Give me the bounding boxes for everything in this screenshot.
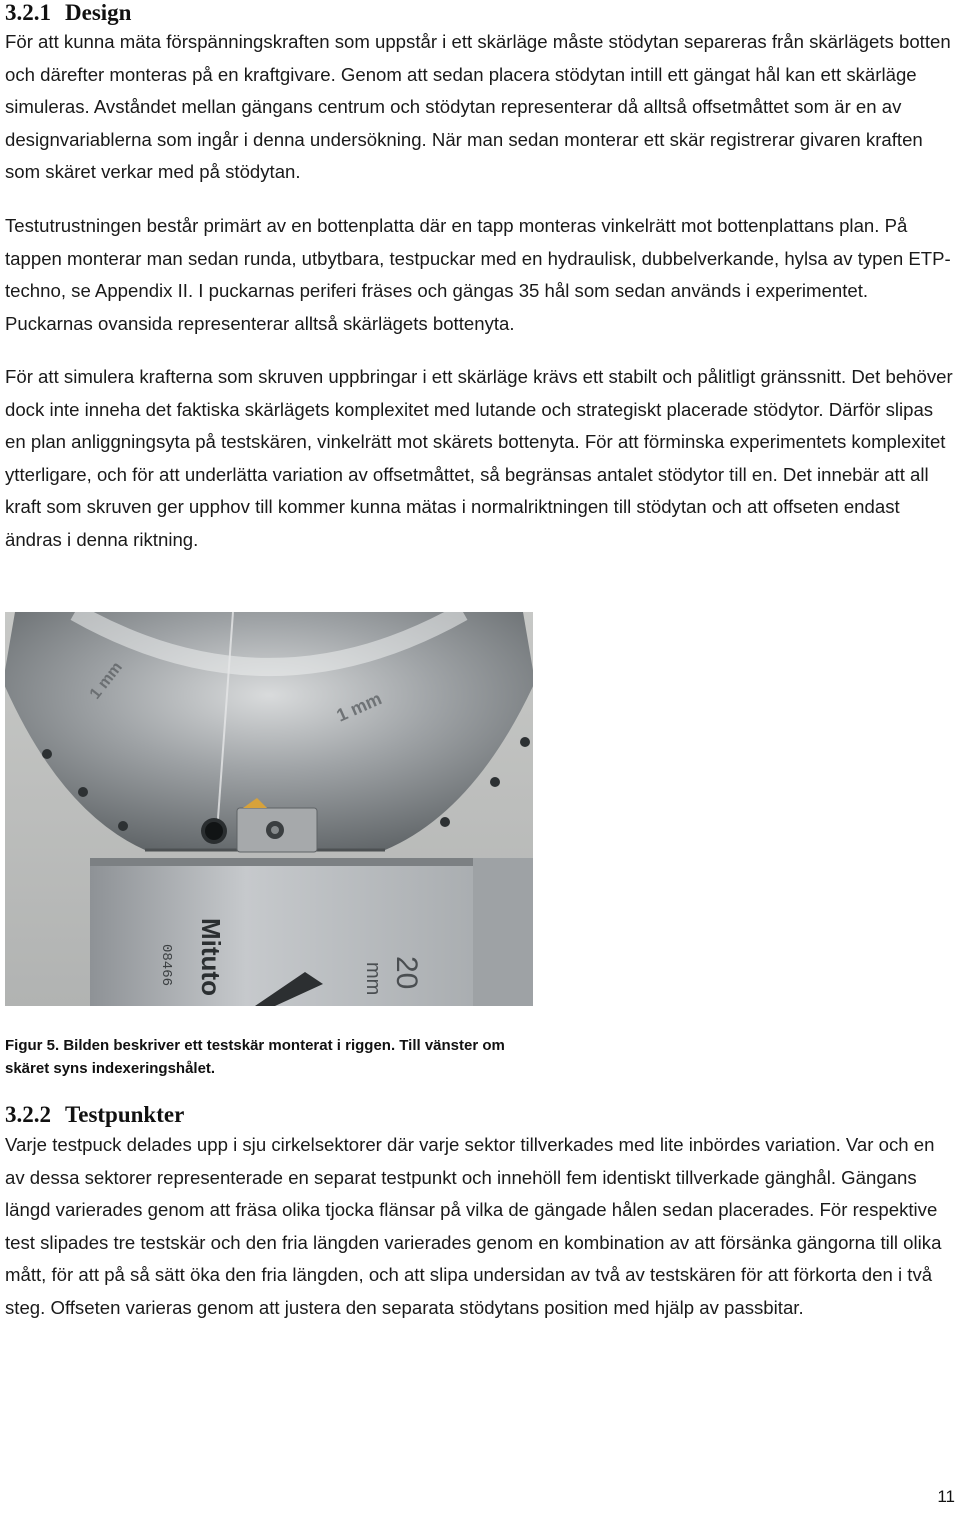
figure-caption: Figur 5. Bilden beskriver ett testskär monterat i riggen. Till vänster om skäret syns indexeringshålet.	[5, 1037, 505, 1077]
paragraph: Varje testpuck delades upp i sju cirkelsektorer där varje sektor tillverkades med lite inbördes variation. Var och en av dessa sektorer representerade en separat testpunkt och innehöll fem identiskt tillverkade gänghål. Gängans längd varierades genom att fräsa olika tjocka flänsar på vilka de gängade hålen sedan placerades. För respektive test slipades tre testskär och den fria längden varierades genom en kombination av att försänka gängorna till olika mått, för att på så sätt öka den fria längden, och att slipa undersidan av två av testskären för att förkorta den i två steg. Offseten varieras genom att justera den separata stödytans position med hjälp av passbitar.	[5, 1134, 942, 1318]
engraved-text-left: 1 mm	[86, 659, 126, 703]
scale-number-text: 20	[390, 956, 423, 990]
page-number: 11	[937, 1487, 955, 1506]
brand-text: Mituto	[196, 918, 226, 996]
paragraph: För att simulera krafterna som skruven uppbringar i ett skärläge krävs ett stabilt och pålitligt gränssnitt. Det behöver dock inte inneha det faktiska skärlägets komplexitet med lutande och strategiskt placerade stödytor. Därför slipas en plan anliggningsyta på testskären, vinkelrätt mot skärets bottenyta. För att förminska experimentets komplexitet ytterligare, och för att underlätta variation av offsetmåttet, så begränsas antalet stödytor till en. Det innebär att all kraft som skruven ger upphov till kommer kunna mätas i normalriktningen till stödytan och att offseten endast ändras i denna riktning.	[5, 366, 953, 550]
scale-unit-text: mm	[362, 962, 384, 996]
section-title: Testpunkter	[65, 1102, 185, 1127]
section-number: 3.2.2	[5, 1102, 51, 1127]
section-title: Design	[65, 0, 132, 25]
test-rig-photo	[5, 612, 533, 1006]
engraved-text-right: 1 mm	[333, 688, 385, 726]
figure-photo	[5, 612, 533, 1006]
paragraph: För att kunna mäta förspänningskraften som uppstår i ett skärläge måste stödytan separeras från skärlägets botten och därefter monteras på en kraftgivare. Genom att sedan placera stödytan intill ett gängat hål kan ett skärläge simuleras. Avståndet mellan gängans centrum och stödytan representerar då alltså offsetmåttet som är en av designvariablerna som ingår i denna undersökning. När man sedan monterar ett skär registrerar givaren kraften som skäret verkar med på stödytan.	[5, 31, 951, 182]
section-number: 3.2.1	[5, 0, 51, 25]
paragraph: Testutrustningen består primärt av en bottenplatta där en tapp monteras vinkelrätt mot bottenplattans plan. På tappen monterar man sedan runda, utbytbara, testpuckar med en hydraulisk, dubbelverkande, hylsa av typen ETP-techno, se Appendix II. I puckarnas periferi fräses och gängas 35 hål som sedan används i experimentet. Puckarnas ovansida representerar alltså skärlägets bottenyta.	[5, 215, 951, 334]
section-heading-testpunkter	[5, 1102, 184, 1128]
serial-text: 08466	[158, 944, 174, 987]
section-heading-design	[5, 0, 131, 26]
